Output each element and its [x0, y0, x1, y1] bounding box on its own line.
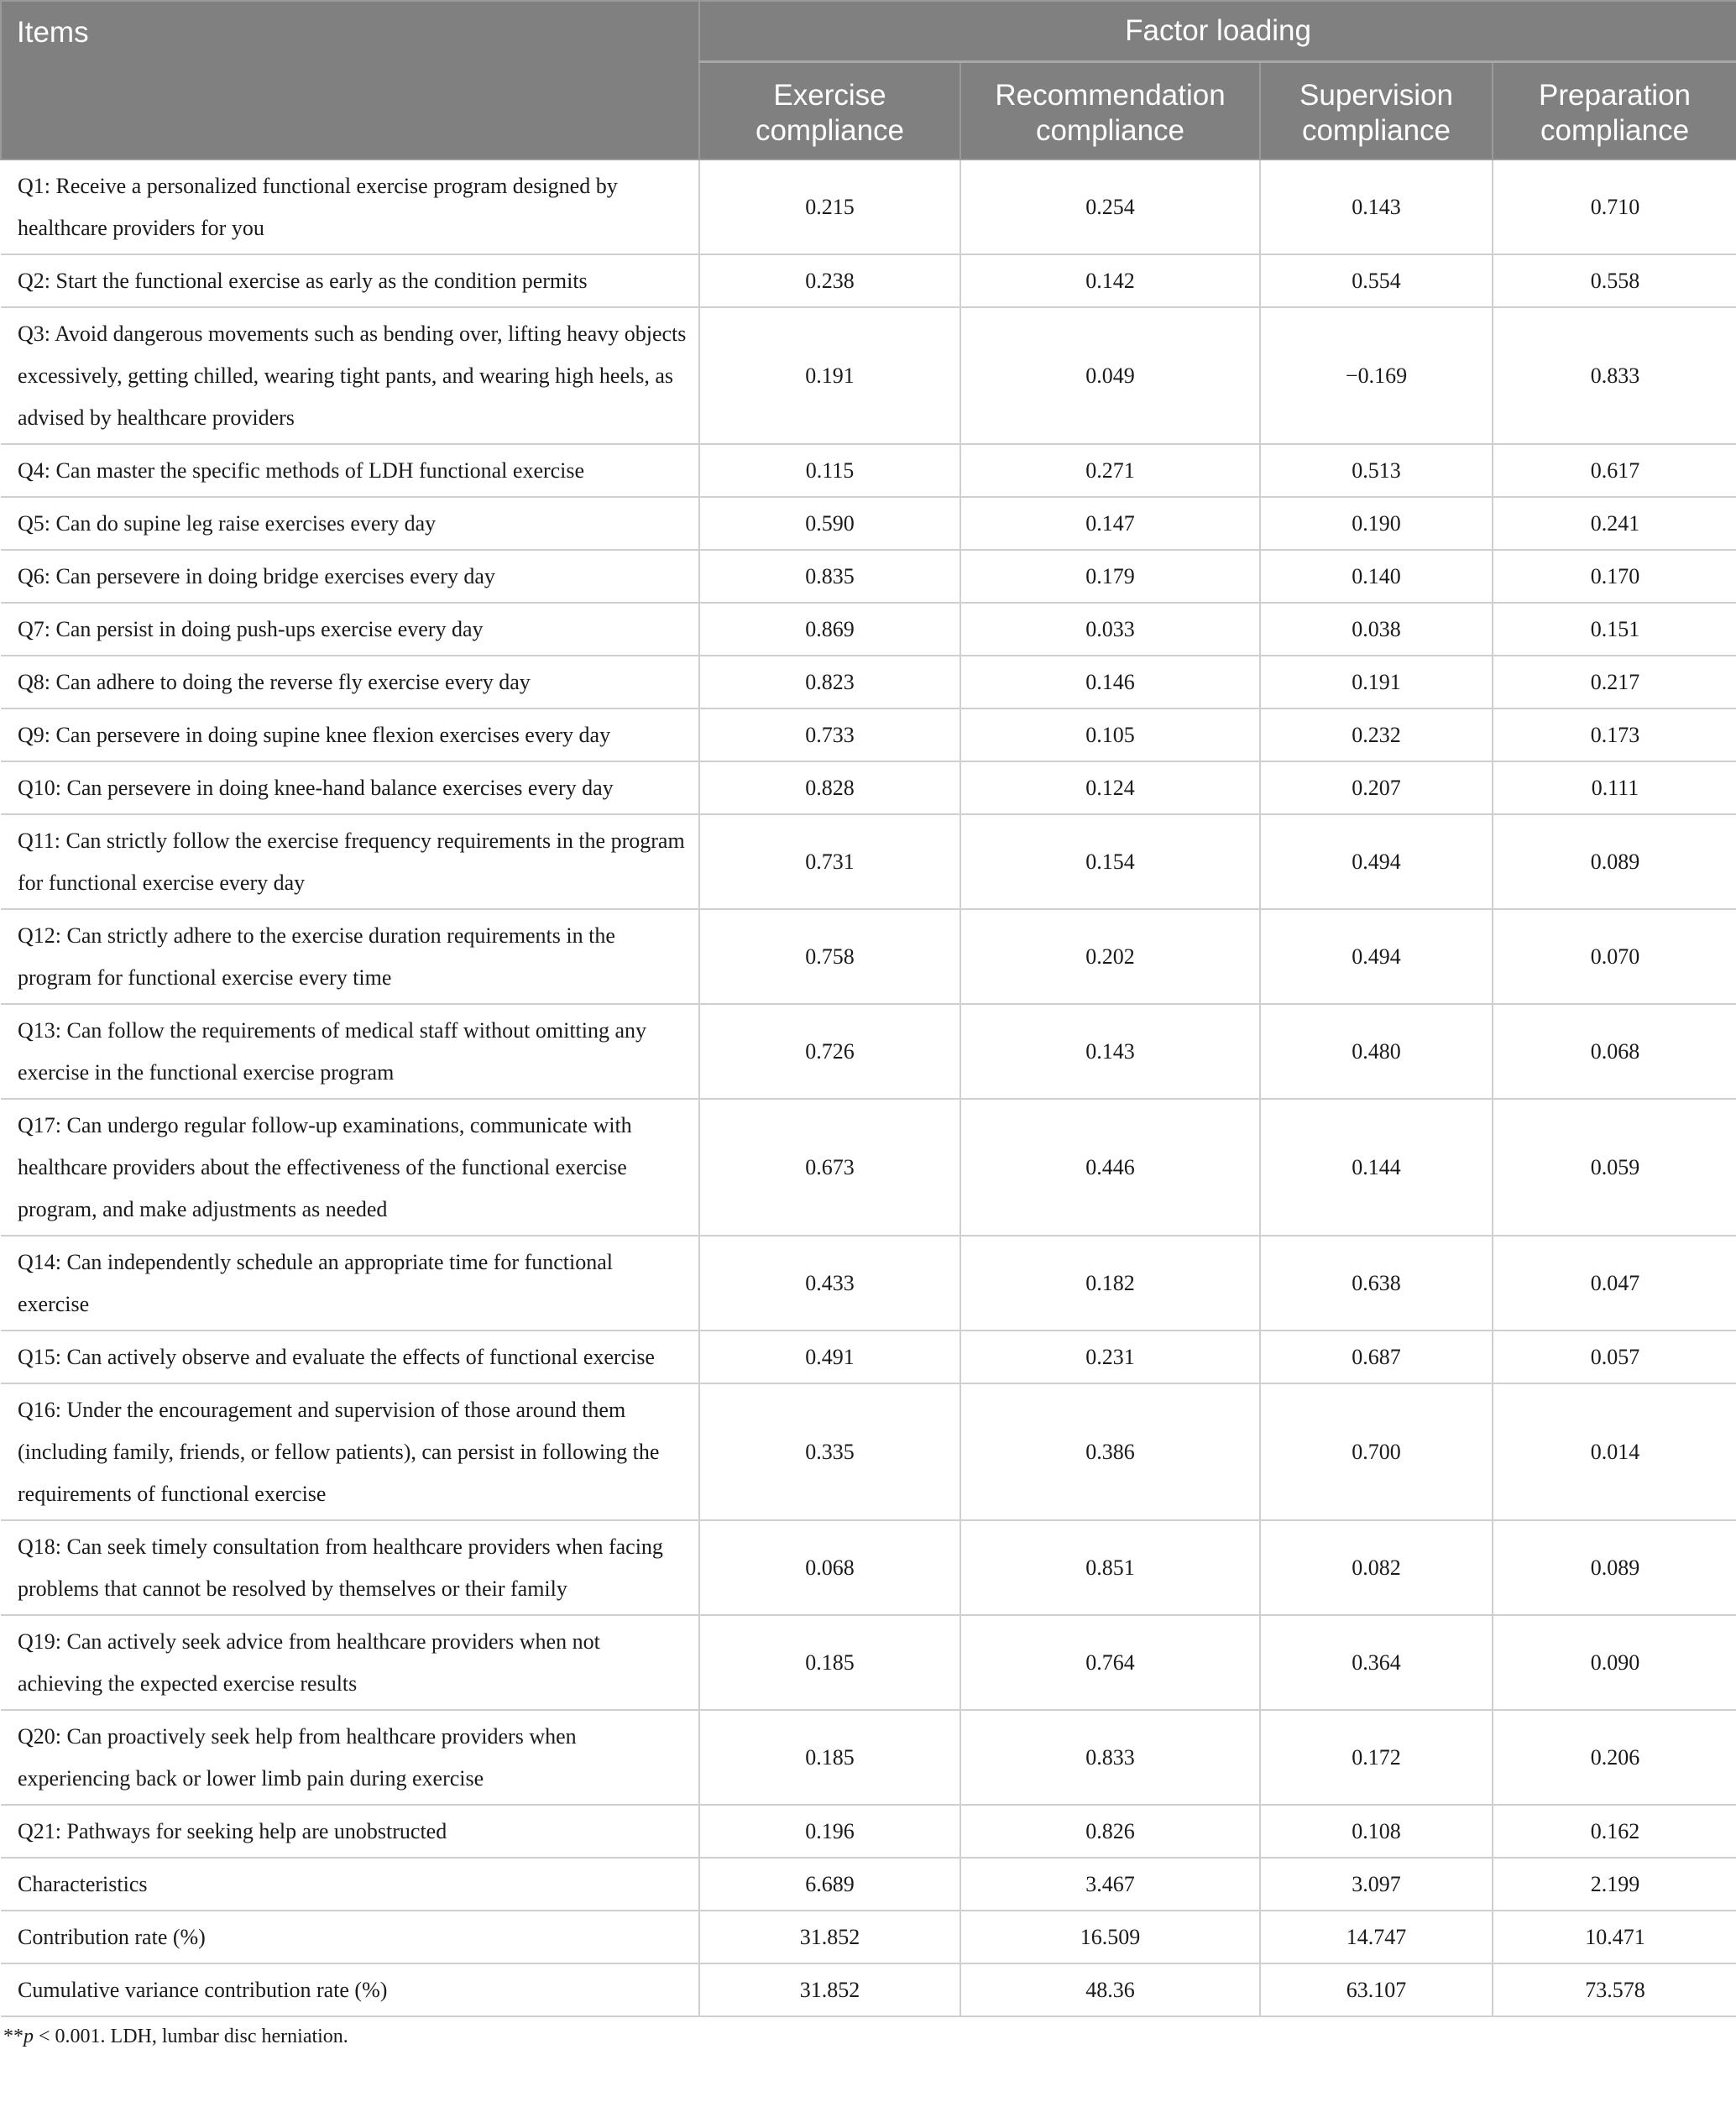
item-cell: Q1: Receive a personalized functional exercise program designed by healthcare providers for you	[1, 159, 699, 254]
item-cell: Q6: Can persevere in doing bridge exercises every day	[1, 550, 699, 603]
table-row	[1, 1331, 1736, 1383]
value-cell: 0.105	[960, 708, 1260, 761]
column-header-line2: compliance	[1540, 114, 1690, 147]
table-row	[1, 909, 1736, 1004]
value-cell: 0.172	[1260, 1710, 1493, 1805]
column-header-line2: compliance	[1301, 114, 1451, 147]
items-header: Items	[1, 1, 699, 159]
table-row	[1, 307, 1736, 444]
value-cell: 0.207	[1260, 761, 1493, 814]
value-cell: 63.107	[1260, 1963, 1493, 2016]
table-row	[1, 497, 1736, 550]
column-header-line2: compliance	[755, 114, 905, 147]
value-cell: 0.196	[699, 1805, 960, 1858]
table-row	[1, 159, 1736, 254]
value-cell: 73.578	[1493, 1963, 1736, 2016]
value-cell: 0.231	[960, 1331, 1260, 1383]
table-row	[1, 444, 1736, 497]
item-cell: Q13: Can follow the requirements of medical staff without omitting any exercise in the functional exercise program	[1, 1004, 699, 1099]
item-cell: Q7: Can persist in doing push-ups exercise every day	[1, 603, 699, 656]
table-row	[1, 708, 1736, 761]
item-cell: Q15: Can actively observe and evaluate the effects of functional exercise	[1, 1331, 699, 1383]
value-cell: 0.190	[1260, 497, 1493, 550]
item-cell: Q4: Can master the specific methods of LDH functional exercise	[1, 444, 699, 497]
value-cell: 0.108	[1260, 1805, 1493, 1858]
table-row	[1, 254, 1736, 307]
value-cell: 0.142	[960, 254, 1260, 307]
value-cell: 0.217	[1493, 656, 1736, 708]
value-cell: 0.335	[699, 1383, 960, 1520]
value-cell: 31.852	[699, 1911, 960, 1963]
value-cell: 0.068	[1493, 1004, 1736, 1099]
item-cell: Q14: Can independently schedule an appropriate time for functional exercise	[1, 1236, 699, 1331]
table-row	[1, 1099, 1736, 1236]
value-cell: 0.558	[1493, 254, 1736, 307]
value-cell: 0.162	[1493, 1805, 1736, 1858]
value-cell: 0.146	[960, 656, 1260, 708]
value-cell: 3.467	[960, 1858, 1260, 1911]
value-cell: 0.494	[1260, 814, 1493, 909]
value-cell: 31.852	[699, 1963, 960, 2016]
value-cell: 0.710	[1493, 159, 1736, 254]
value-cell: 0.491	[699, 1331, 960, 1383]
value-cell: 0.191	[1260, 656, 1493, 708]
item-cell: Q8: Can adhere to doing the reverse fly exercise every day	[1, 656, 699, 708]
value-cell: 0.057	[1493, 1331, 1736, 1383]
value-cell: 0.014	[1493, 1383, 1736, 1520]
value-cell: 0.494	[1260, 909, 1493, 1004]
footnote-stars: **	[3, 2026, 24, 2047]
table-row	[1, 1520, 1736, 1615]
value-cell: 0.191	[699, 307, 960, 444]
item-cell: Q10: Can persevere in doing knee-hand balance exercises every day	[1, 761, 699, 814]
column-header-line1: Supervision	[1299, 79, 1453, 112]
table-row	[1, 1004, 1736, 1099]
table-row	[1, 656, 1736, 708]
value-cell: 0.835	[699, 550, 960, 603]
value-cell: 0.554	[1260, 254, 1493, 307]
footnote-p: p	[24, 2026, 34, 2047]
value-cell: 0.089	[1493, 814, 1736, 909]
footnote-text: < 0.001. LDH, lumbar disc herniation.	[34, 2026, 348, 2047]
value-cell: 0.033	[960, 603, 1260, 656]
value-cell: 0.068	[699, 1520, 960, 1615]
column-header	[960, 62, 1260, 160]
value-cell: 0.111	[1493, 761, 1736, 814]
item-cell: Characteristics	[1, 1858, 699, 1911]
value-cell: 0.082	[1260, 1520, 1493, 1615]
table-row	[1, 761, 1736, 814]
value-cell: 0.446	[960, 1099, 1260, 1236]
table-row	[1, 550, 1736, 603]
value-cell: 48.36	[960, 1963, 1260, 2016]
item-cell: Contribution rate (%)	[1, 1911, 699, 1963]
value-cell: 0.089	[1493, 1520, 1736, 1615]
value-cell: 0.673	[699, 1099, 960, 1236]
value-cell: 0.047	[1493, 1236, 1736, 1331]
table-row	[1, 1911, 1736, 1963]
factor-loading-header: Factor loading	[699, 1, 1736, 62]
value-cell: 0.364	[1260, 1615, 1493, 1710]
value-cell: 0.833	[960, 1710, 1260, 1805]
value-cell: 0.185	[699, 1710, 960, 1805]
item-cell: Q21: Pathways for seeking help are unobstructed	[1, 1805, 699, 1858]
value-cell: 0.170	[1493, 550, 1736, 603]
value-cell: 0.480	[1260, 1004, 1493, 1099]
value-cell: 2.199	[1493, 1858, 1736, 1911]
table-body	[1, 159, 1736, 2016]
table-row	[1, 1615, 1736, 1710]
item-cell: Cumulative variance contribution rate (%)	[1, 1963, 699, 2016]
value-cell: 0.758	[699, 909, 960, 1004]
value-cell: 0.143	[960, 1004, 1260, 1099]
value-cell: 6.689	[699, 1858, 960, 1911]
value-cell: 0.232	[1260, 708, 1493, 761]
value-cell: 0.215	[699, 159, 960, 254]
value-cell: 0.687	[1260, 1331, 1493, 1383]
value-cell: 0.733	[699, 708, 960, 761]
value-cell: 10.471	[1493, 1911, 1736, 1963]
value-cell: 0.254	[960, 159, 1260, 254]
item-cell: Q9: Can persevere in doing supine knee flexion exercises every day	[1, 708, 699, 761]
value-cell: 14.747	[1260, 1911, 1493, 1963]
value-cell: 0.147	[960, 497, 1260, 550]
value-cell: 0.241	[1493, 497, 1736, 550]
value-cell: 0.386	[960, 1383, 1260, 1520]
value-cell: 0.513	[1260, 444, 1493, 497]
item-cell: Q3: Avoid dangerous movements such as bending over, lifting heavy objects excessively, getting chilled, wearing tight pants, and wearing high heels, as advised by healthcare providers	[1, 307, 699, 444]
value-cell: 0.826	[960, 1805, 1260, 1858]
item-cell: Q16: Under the encouragement and supervision of those around them (including family, friends, or fellow patients), can persist in following the requirements of functional exercise	[1, 1383, 699, 1520]
value-cell: −0.169	[1260, 307, 1493, 444]
value-cell: 0.182	[960, 1236, 1260, 1331]
value-cell: 0.590	[699, 497, 960, 550]
value-cell: 0.179	[960, 550, 1260, 603]
table-row	[1, 814, 1736, 909]
column-header-line2: compliance	[1035, 114, 1185, 147]
value-cell: 0.038	[1260, 603, 1493, 656]
table-row	[1, 1805, 1736, 1858]
value-cell: 0.433	[699, 1236, 960, 1331]
table-row	[1, 1858, 1736, 1911]
value-cell: 0.154	[960, 814, 1260, 909]
item-cell: Q2: Start the functional exercise as early as the condition permits	[1, 254, 699, 307]
value-cell: 0.823	[699, 656, 960, 708]
table-row	[1, 1963, 1736, 2016]
table-row	[1, 603, 1736, 656]
column-header-line1: Preparation	[1539, 79, 1691, 112]
value-cell: 0.851	[960, 1520, 1260, 1615]
value-cell: 0.764	[960, 1615, 1260, 1710]
value-cell: 16.509	[960, 1911, 1260, 1963]
column-header-line1: Exercise	[773, 79, 886, 112]
table-row	[1, 1383, 1736, 1520]
value-cell: 0.869	[699, 603, 960, 656]
value-cell: 0.206	[1493, 1710, 1736, 1805]
value-cell: 0.731	[699, 814, 960, 909]
value-cell: 0.238	[699, 254, 960, 307]
value-cell: 0.059	[1493, 1099, 1736, 1236]
footnote	[0, 2017, 1736, 2057]
value-cell: 0.173	[1493, 708, 1736, 761]
item-cell: Q17: Can undergo regular follow-up examinations, communicate with healthcare providers about the effectiveness of the functional exercise program, and make adjustments as needed	[1, 1099, 699, 1236]
value-cell: 0.202	[960, 909, 1260, 1004]
table-row	[1, 1236, 1736, 1331]
value-cell: 0.151	[1493, 603, 1736, 656]
value-cell: 0.828	[699, 761, 960, 814]
column-header	[699, 62, 960, 160]
item-cell: Q11: Can strictly follow the exercise frequency requirements in the program for functional exercise every day	[1, 814, 699, 909]
value-cell: 0.124	[960, 761, 1260, 814]
value-cell: 0.143	[1260, 159, 1493, 254]
item-cell: Q18: Can seek timely consultation from healthcare providers when facing problems that cannot be resolved by themselves or their family	[1, 1520, 699, 1615]
value-cell: 0.271	[960, 444, 1260, 497]
value-cell: 0.049	[960, 307, 1260, 444]
value-cell: 0.700	[1260, 1383, 1493, 1520]
value-cell: 3.097	[1260, 1858, 1493, 1911]
value-cell: 0.617	[1493, 444, 1736, 497]
item-cell: Q20: Can proactively seek help from healthcare providers when experiencing back or lower limb pain during exercise	[1, 1710, 699, 1805]
item-cell: Q12: Can strictly adhere to the exercise duration requirements in the program for functional exercise every time	[1, 909, 699, 1004]
table-row	[1, 1710, 1736, 1805]
item-cell: Q5: Can do supine leg raise exercises every day	[1, 497, 699, 550]
value-cell: 0.726	[699, 1004, 960, 1099]
value-cell: 0.185	[699, 1615, 960, 1710]
value-cell: 0.070	[1493, 909, 1736, 1004]
value-cell: 0.144	[1260, 1099, 1493, 1236]
item-cell: Q19: Can actively seek advice from healthcare providers when not achieving the expected exercise results	[1, 1615, 699, 1710]
value-cell: 0.140	[1260, 550, 1493, 603]
value-cell: 0.638	[1260, 1236, 1493, 1331]
value-cell: 0.115	[699, 444, 960, 497]
column-header-line1: Recommendation	[995, 79, 1226, 112]
value-cell: 0.833	[1493, 307, 1736, 444]
header-row-group	[1, 1, 1736, 62]
column-header	[1260, 62, 1493, 160]
column-header	[1493, 62, 1736, 160]
value-cell: 0.090	[1493, 1615, 1736, 1710]
